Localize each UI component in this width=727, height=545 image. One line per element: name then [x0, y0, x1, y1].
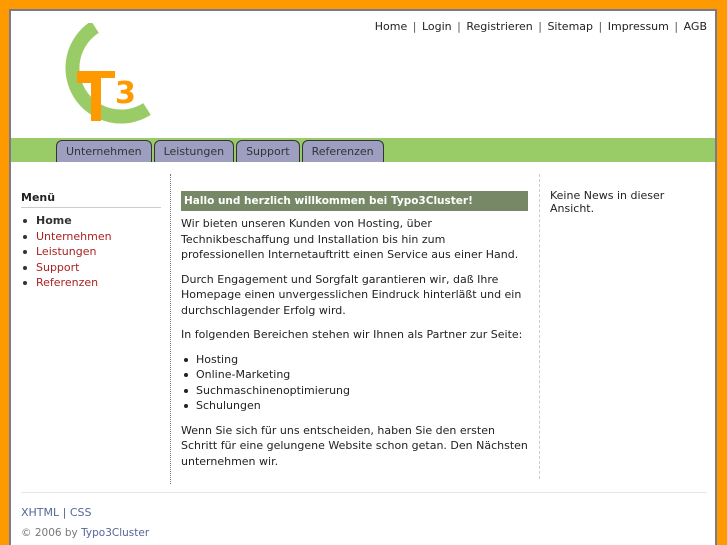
topnav-registrieren[interactable]: Registrieren [466, 20, 533, 33]
sidebar-link-leistungen[interactable]: Leistungen [36, 245, 97, 258]
news-empty-text: Keine News in dieser Ansicht. [550, 189, 665, 215]
content-heading: Hallo und herzlich willkommen bei Typo3Cluster! [181, 191, 528, 211]
tab-bar [56, 140, 386, 162]
sidebar-item-leistungen [21, 244, 161, 260]
sidebar-link-support[interactable]: Support [36, 260, 80, 274]
separator: | [62, 506, 67, 519]
copyright-text: © 2006 by [21, 527, 78, 539]
topnav-sitemap[interactable]: Sitemap [547, 20, 594, 33]
topnav-impressum[interactable]: Impressum [607, 20, 669, 33]
validator-links [21, 506, 149, 519]
tab-leistungen[interactable]: Leistungen [154, 140, 234, 162]
column-divider-right [539, 174, 540, 479]
service-item: Schulungen [181, 398, 528, 414]
main-navbar [11, 138, 715, 162]
page-container [9, 9, 717, 545]
news-column [550, 189, 710, 215]
tab-referenzen[interactable]: Referenzen [302, 140, 384, 162]
sidebar-title: Menü [21, 191, 161, 208]
sidebar-list [21, 213, 161, 291]
services-intro: In folgenden Bereichen stehen wir Ihnen als Partner zur Seite: [181, 328, 523, 341]
footer-divider [21, 492, 707, 493]
separator: | [457, 20, 461, 33]
service-item: Hosting [181, 352, 528, 368]
separator: | [674, 20, 679, 33]
separator: | [538, 20, 542, 33]
copyright [21, 527, 149, 539]
sidebar-link-referenzen[interactable]: Referenzen [36, 276, 99, 289]
service-item: Suchmaschinenoptimierung [181, 383, 528, 399]
quality-paragraph: Durch Engagement und Sorgfalt garantieren wir, daß Ihre Homepage einen unvergesslichen Eindruck hinterläßt und ein durchschlagender Erfolg wird. [181, 272, 522, 317]
sidebar-item-unternehmen [21, 229, 161, 245]
header [11, 11, 715, 138]
topnav-agb[interactable]: AGB [683, 20, 707, 33]
topnav-home[interactable]: Home [374, 20, 408, 33]
intro-paragraph: Wir bieten unseren Kunden von Hosting, über Technikbeschaffung und Installation bis hin zum professionellen Internetauftritt einen Service aus einer Hand. [181, 217, 519, 261]
tab-unternehmen[interactable]: Unternehmen [56, 140, 152, 162]
svg-text:3: 3 [115, 76, 136, 111]
sidebar-link-unternehmen[interactable]: Unternehmen [36, 229, 112, 243]
separator: | [412, 20, 417, 33]
services-list [181, 352, 528, 414]
sidebar-menu [21, 191, 161, 291]
sidebar-link-home[interactable]: Home [36, 214, 72, 227]
tab-support[interactable]: Support [236, 140, 299, 162]
t3-logo[interactable] [55, 23, 155, 127]
copyright-link[interactable]: Typo3Cluster [81, 527, 150, 539]
closing-paragraph: Wenn Sie sich für uns entscheiden, haben Sie den ersten Schritt für eine gelungene Website schon getan. Den Nächsten unternehmen wir. [181, 423, 528, 468]
sidebar-item-referenzen [21, 275, 161, 291]
main-content [181, 191, 528, 478]
footer [21, 506, 149, 539]
sidebar-item-home [21, 213, 161, 229]
topnav-login[interactable]: Login [421, 20, 452, 33]
top-navigation [375, 20, 707, 33]
xhtml-link[interactable]: XHTML [21, 506, 60, 519]
service-item: Online-Marketing [181, 367, 528, 383]
sidebar-item-support [21, 260, 161, 276]
separator: | [598, 20, 603, 33]
css-link[interactable]: CSS [69, 506, 92, 519]
column-divider-left [170, 174, 171, 484]
